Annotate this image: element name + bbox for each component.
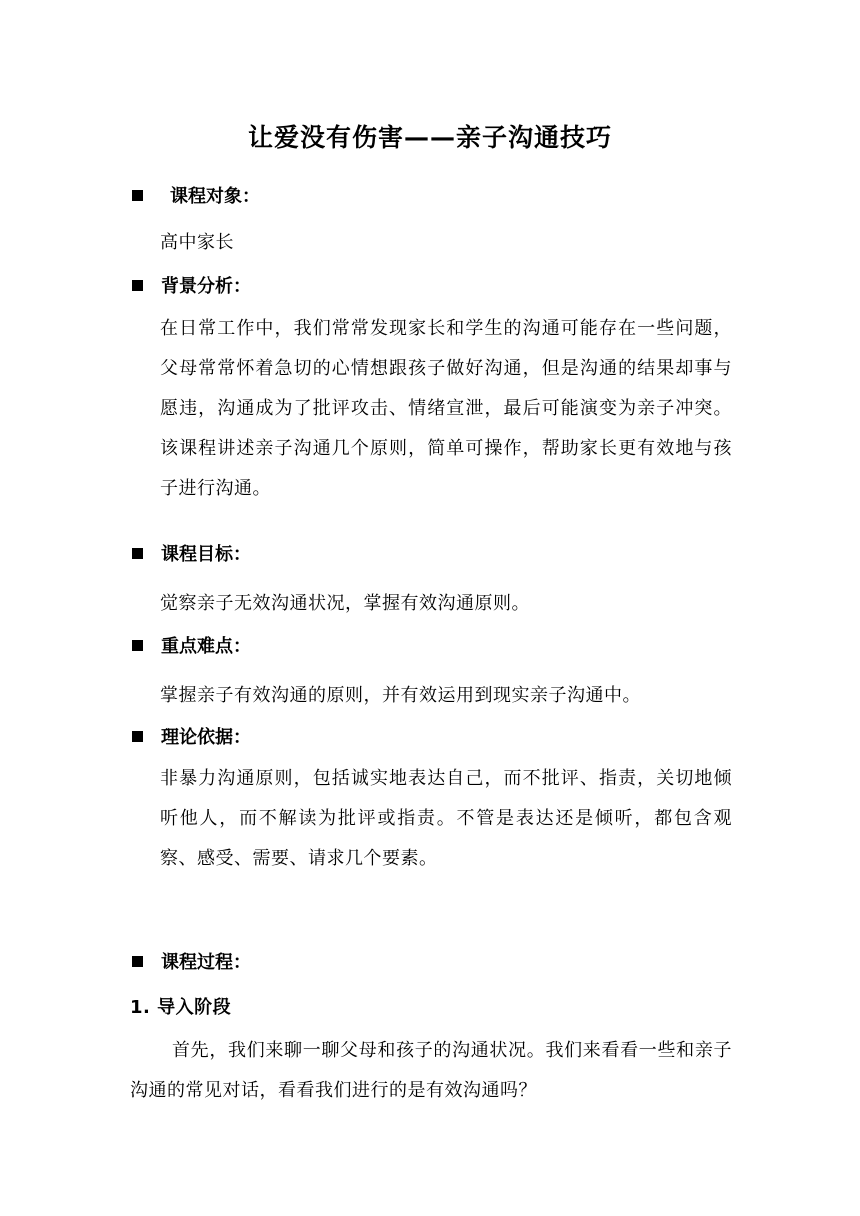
section-heading-audience bbox=[132, 180, 260, 210]
square-bullet-icon bbox=[132, 731, 143, 742]
section-heading-background bbox=[132, 270, 251, 300]
section-heading-text: 背景分析： bbox=[161, 276, 251, 297]
section-body-background: 在日常工作中，我们常常发现家长和学生的沟通可能存在一些问题，父母常常怀着急切的心情想跟孩子做好沟通，但是沟通的结果却事与愿违，沟通成为了批评攻击、情绪宣泄，最后可能演变为亲子冲突。该课程讲述亲子沟通几个原则，简单可操作，帮助家长更有效地与孩子进行沟通。 bbox=[160, 318, 732, 499]
section-heading-text: 课程过程： bbox=[161, 952, 251, 973]
section-body-audience: 高中家长 bbox=[160, 232, 234, 253]
section-body-theory: 非暴力沟通原则，包括诚实地表达自己，而不批评、指责，关切地倾听他人，而不解读为批评或指责。不管是表达还是倾听，都包含观察、感受、需要、请求几个要素。 bbox=[160, 768, 732, 869]
section-heading-key-points bbox=[132, 630, 251, 660]
section-body-key-points: 掌握亲子有效沟通的原则，并有效运用到现实亲子沟通中。 bbox=[160, 685, 641, 706]
section-heading-text: 理论依据： bbox=[161, 727, 251, 748]
section-heading-goal bbox=[132, 538, 251, 568]
stage-heading-intro: 1. 导入阶段 bbox=[130, 997, 232, 1018]
section-heading-text: 课程对象： bbox=[170, 186, 260, 207]
square-bullet-icon bbox=[132, 640, 143, 651]
section-heading-theory bbox=[132, 721, 251, 751]
stage-body-intro: 首先，我们来聊一聊父母和孩子的沟通状况。我们来看看一些和亲子沟通的常见对话，看看我们进行的是有效沟通吗？ bbox=[130, 1040, 732, 1101]
square-bullet-icon bbox=[132, 190, 143, 201]
section-heading-process bbox=[132, 946, 251, 976]
document-title: 让爱没有伤害——亲子沟通技巧 bbox=[247, 123, 612, 152]
section-body-goal: 觉察亲子无效沟通状况，掌握有效沟通原则。 bbox=[160, 593, 530, 614]
section-heading-text: 课程目标： bbox=[161, 544, 251, 565]
section-heading-text: 重点难点： bbox=[161, 636, 251, 657]
square-bullet-icon bbox=[132, 280, 143, 291]
square-bullet-icon bbox=[132, 548, 143, 559]
square-bullet-icon bbox=[132, 956, 143, 967]
